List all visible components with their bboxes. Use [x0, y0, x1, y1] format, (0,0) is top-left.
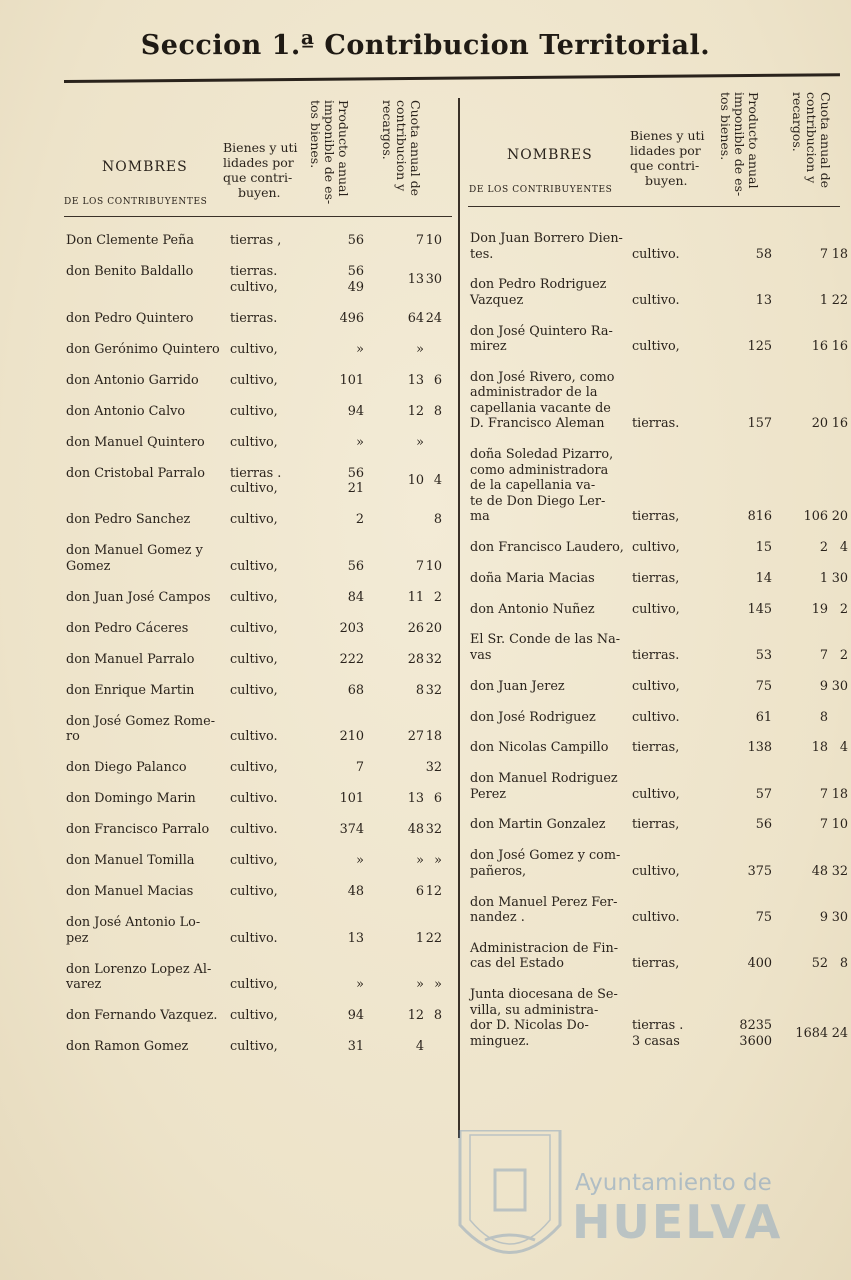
table-row: [66, 342, 454, 358]
table-row: [470, 369, 848, 432]
cuota-units: 9: [819, 678, 828, 694]
contributor-name: don Pedro Rodriguez: [470, 277, 607, 293]
contributor-name: don Juan Jerez: [470, 678, 565, 694]
producto-value: 56: [347, 264, 364, 279]
header-bienes-line: Bienes y uti: [223, 140, 298, 155]
bienes-value: cultivo.: [230, 729, 278, 744]
table-row: [66, 1008, 454, 1024]
table-row: [470, 740, 848, 756]
cuota-fraction: 22: [425, 930, 442, 946]
contributor-name: pañeros,: [470, 863, 527, 879]
contributor-name: don Gerónimo Quintero: [66, 341, 220, 357]
producto-value: 84: [347, 589, 364, 605]
producto-value: 145: [747, 601, 772, 617]
cuota-units: 7: [819, 246, 828, 262]
cuota-units: 7: [819, 647, 828, 663]
cuota-fraction: 24: [831, 1025, 848, 1041]
cuota-fraction: 10: [831, 817, 848, 833]
table-row: [470, 848, 848, 879]
cuota-units: 7: [819, 817, 828, 833]
contributor-name: don José Rodriguez: [470, 709, 596, 725]
contributor-name: don Fernando Vazquez.: [66, 1008, 218, 1023]
contributor-name: Perez: [470, 786, 507, 802]
bienes-value: cultivo,: [230, 760, 278, 775]
cuota-fraction: 32: [425, 760, 442, 775]
cuota-fraction: 10: [425, 558, 442, 574]
table-row: [470, 940, 848, 972]
table-row: [66, 543, 454, 574]
table-row: [470, 678, 848, 695]
table-row: [470, 632, 848, 663]
table-row: [66, 466, 454, 497]
cuota-units: 12: [407, 403, 424, 419]
producto-value: 2: [355, 512, 364, 527]
contributor-name: don José Gomez y com-: [470, 848, 621, 864]
cuota-fraction: 32: [425, 682, 442, 698]
bienes-value: cultivo,: [632, 863, 680, 879]
right-header-nombres: NOMBRES: [507, 147, 593, 163]
cuota-units: »: [416, 977, 424, 992]
contributor-name: minguez.: [470, 1033, 530, 1049]
contributor-name: don José Gomez Rome-: [66, 713, 216, 729]
page-title: Seccion 1.ª Contribucion Territorial.: [140, 30, 711, 61]
right-header-rule: [468, 206, 840, 207]
cuota-fraction: »: [434, 853, 442, 868]
cuota-units: 64: [407, 310, 424, 326]
header-bienes-line: buyen.: [238, 185, 281, 200]
cuota-fraction: 4: [433, 473, 442, 489]
right-header-de-los: DE LOS CONTRIBUYENTES: [469, 185, 613, 195]
table-row: [66, 264, 454, 295]
contributor-name: Junta diocesana de Se-: [470, 987, 618, 1003]
cuota-fraction: 8: [433, 512, 442, 527]
contributor-name: mirez: [470, 339, 507, 355]
bienes-value: cultivo,: [230, 481, 278, 496]
table-row: [470, 601, 848, 618]
table-row: [66, 683, 454, 699]
producto-value: 53: [755, 647, 772, 663]
contributor-name: D. Francisco Aleman: [470, 416, 605, 432]
header-bienes-line: Bienes y uti: [630, 128, 705, 143]
bienes-value: cultivo,: [230, 341, 278, 357]
bienes-value: cultivo.: [632, 910, 680, 925]
producto-value: 400: [747, 956, 772, 972]
bienes-value: cultivo.: [230, 930, 278, 946]
cuota-units: 48: [407, 822, 424, 837]
contributor-name: don Ramon Gomez: [66, 1039, 189, 1054]
bienes-value: cultivo,: [230, 403, 278, 419]
cuota-units: 16: [811, 339, 828, 355]
bienes-value: cultivo,: [632, 601, 680, 617]
contributor-name: don Cristobal Parralo: [66, 465, 205, 481]
table-row: [470, 323, 848, 355]
bienes-value: tierras,: [632, 509, 680, 525]
contributor-name: como administradora: [470, 462, 609, 478]
contributor-name: capellania vacante de: [470, 400, 611, 416]
producto-value: 157: [747, 416, 772, 432]
table-row: [66, 853, 454, 869]
bienes-value: tierras,: [632, 740, 680, 756]
contributor-name: don Enrique Martin: [66, 682, 195, 698]
table-row: [66, 404, 454, 420]
producto-value: 21: [347, 481, 364, 496]
bienes-value: cultivo,: [230, 884, 278, 899]
table-row: [66, 512, 454, 528]
cuota-fraction: 8: [433, 403, 442, 419]
contributor-name: de la capellania va-: [470, 478, 596, 494]
producto-value: 101: [339, 791, 364, 806]
left-header-cuota: Cuota anual de contribucion y recargos.: [380, 100, 423, 196]
cuota-fraction: 30: [831, 678, 848, 694]
cuota-units: 1684: [795, 1025, 828, 1041]
producto-value: 375: [747, 863, 772, 879]
cuota-units: 106: [803, 509, 828, 525]
cuota-units: 11: [407, 589, 424, 605]
cuota-units: 7: [415, 558, 424, 574]
cuota-fraction: 18: [831, 786, 848, 802]
table-row: [66, 373, 454, 389]
contributor-name: don Manuel Tomilla: [66, 853, 195, 868]
contributor-name: don Nicolas Campillo: [470, 740, 609, 756]
bienes-value: cultivo.: [632, 292, 680, 308]
left-header-producto: Producto anual imponible de es-tos bienes.: [308, 100, 351, 205]
contributor-name: don José Antonio Lo-: [66, 915, 201, 930]
cuota-units: 9: [819, 910, 828, 925]
contributor-name: don Benito Baldallo: [66, 264, 194, 279]
bienes-value: cultivo,: [230, 589, 278, 605]
cuota-units: 1: [819, 570, 828, 586]
cuota-fraction: 30: [831, 570, 848, 586]
cuota-units: 13: [407, 271, 424, 287]
cuota-units: 48: [811, 863, 828, 879]
table-row: [66, 590, 454, 606]
contributor-name: don Diego Palanco: [66, 760, 187, 775]
producto-value: 222: [339, 651, 364, 667]
right-header-producto: Producto anual imponible de es-tos bienes.: [718, 92, 761, 197]
table-row: [470, 987, 848, 1049]
contributor-name: don Manuel Macias: [66, 884, 194, 899]
contributor-name: don Juan José Campos: [66, 589, 211, 605]
cuota-fraction: 30: [425, 271, 442, 287]
table-row: [470, 894, 848, 926]
bienes-value: cultivo,: [632, 786, 680, 802]
table-row: [66, 1039, 454, 1055]
cuota-units: 18: [811, 740, 828, 756]
bienes-value: tierras.: [632, 647, 680, 663]
contributor-name: Don Juan Borrero Dien-: [470, 231, 623, 246]
cuota-fraction: 16: [831, 416, 848, 432]
contributor-name: tes.: [470, 246, 494, 262]
producto-value: 101: [339, 372, 364, 388]
contributor-name: ma: [470, 509, 490, 525]
bienes-value: 3 casas: [632, 1033, 680, 1049]
producto-value: 56: [755, 817, 772, 833]
left-header-de-los: DE LOS CONTRIBUYENTES: [64, 197, 208, 207]
right-header-bienes: [630, 128, 705, 188]
cuota-fraction: 4: [839, 740, 848, 756]
cuota-fraction: 16: [831, 339, 848, 355]
producto-value: 57: [755, 786, 772, 802]
bienes-value: cultivo,: [230, 1039, 278, 1054]
cuota-units: 8: [415, 682, 424, 698]
cuota-fraction: 2: [839, 647, 848, 663]
producto-value: 68: [347, 682, 364, 698]
bienes-value: tierras,: [632, 956, 680, 972]
producto-value: 15: [755, 540, 772, 555]
producto-value: 75: [755, 910, 772, 925]
left-header-bienes: [223, 140, 298, 200]
contributor-name: don Antonio Calvo: [66, 403, 186, 419]
cuota-fraction: 32: [831, 863, 848, 879]
producto-value: 8235: [739, 1018, 772, 1034]
contributor-name: don Antonio Garrido: [66, 372, 199, 388]
contributor-name: nandez .: [470, 910, 525, 925]
table-row: [66, 822, 454, 838]
table-row: [66, 652, 454, 668]
bienes-value: cultivo.: [230, 791, 278, 806]
contributor-name: villa, su administra-: [470, 1002, 599, 1018]
table-row: [66, 435, 454, 451]
contributor-name: don Manuel Gomez y: [66, 543, 203, 558]
producto-value: »: [356, 977, 364, 992]
bienes-value: cultivo,: [230, 682, 278, 698]
header-bienes-line: que contri-: [630, 158, 700, 173]
column-divider: [458, 98, 460, 1138]
cuota-units: 13: [407, 791, 424, 806]
producto-value: 94: [347, 403, 364, 419]
header-bienes-line: buyen.: [645, 173, 688, 188]
cuota-fraction: 6: [433, 372, 442, 388]
producto-value: 203: [339, 620, 364, 636]
cuota-fraction: 30: [831, 910, 848, 925]
producto-value: 14: [755, 570, 772, 586]
bienes-value: tierras,: [632, 570, 680, 586]
bienes-value: cultivo,: [230, 434, 278, 450]
table-row: [66, 962, 454, 993]
cuota-units: 7: [819, 786, 828, 802]
table-row: [66, 621, 454, 637]
table-row: [470, 231, 848, 262]
contributor-name: cas del Estado: [470, 956, 564, 972]
table-row: [470, 540, 848, 556]
producto-value: 56: [347, 558, 364, 574]
contributor-name: Gomez: [66, 558, 111, 574]
cuota-fraction: 10: [425, 233, 442, 248]
contributor-name: varez: [66, 977, 102, 992]
bienes-value: tierras .: [230, 465, 282, 481]
contributor-name: don Manuel Perez Fer-: [470, 894, 618, 910]
bienes-value: tierras,: [632, 817, 680, 833]
cuota-units: 1: [819, 292, 828, 308]
contributor-name: don José Quintero Ra-: [470, 323, 613, 339]
cuota-fraction: »: [434, 977, 442, 992]
bienes-value: cultivo,: [230, 651, 278, 667]
bienes-value: tierras.: [632, 416, 680, 432]
bienes-value: tierras ,: [230, 233, 282, 248]
producto-value: »: [356, 853, 364, 868]
producto-value: 58: [755, 246, 772, 262]
cuota-units: »: [416, 853, 424, 868]
contributor-name: don Pedro Quintero: [66, 310, 194, 326]
cuota-units: 19: [811, 601, 828, 617]
contributor-name: don Francisco Laudero,: [470, 540, 624, 555]
bienes-value: cultivo.: [230, 822, 278, 837]
left-header-rule: [64, 216, 452, 217]
bienes-value: cultivo,: [230, 620, 278, 636]
cuota-fraction: 24: [425, 310, 442, 326]
contributor-name: Vazquez: [470, 292, 524, 308]
cuota-fraction: 2: [433, 589, 442, 605]
producto-value: 138: [747, 740, 772, 756]
producto-value: 496: [339, 310, 364, 326]
cuota-fraction: 18: [831, 246, 848, 262]
contributor-name: don Martin Gonzalez: [470, 817, 606, 833]
bienes-value: cultivo,: [632, 678, 680, 694]
producto-value: 48: [347, 884, 364, 899]
table-row: [66, 714, 454, 745]
table-row: [66, 791, 454, 807]
cuota-units: 20: [811, 416, 828, 432]
cuota-fraction: 6: [433, 791, 442, 806]
cuota-units: 28: [407, 651, 424, 667]
contributor-name: dor D. Nicolas Do-: [470, 1018, 589, 1034]
contributor-name: don Pedro Cáceres: [66, 620, 189, 636]
bienes-value: cultivo.: [632, 246, 680, 262]
table-row: [470, 710, 842, 726]
watermark-line2: HUELVA: [572, 1195, 783, 1249]
cuota-fraction: 4: [839, 540, 848, 555]
cuota-fraction: 2: [839, 601, 848, 617]
contributor-name: don José Rivero, como: [470, 369, 615, 385]
contributor-name: El Sr. Conde de las Na-: [470, 632, 621, 648]
contributor-name: te de Don Diego Ler-: [470, 493, 606, 509]
bienes-value: cultivo,: [230, 1008, 278, 1023]
producto-value: 49: [347, 279, 364, 295]
producto-value: 3600: [739, 1033, 772, 1049]
left-header-nombres: NOMBRES: [102, 159, 188, 175]
cuota-units: 27: [407, 729, 424, 744]
contributor-name: don Manuel Quintero: [66, 434, 205, 450]
cuota-units: 10: [407, 473, 424, 489]
producto-value: 13: [347, 930, 364, 946]
cuota-fraction: 20: [425, 620, 442, 636]
cuota-fraction: 32: [425, 822, 442, 837]
contributor-name: Administracion de Fin-: [470, 940, 619, 956]
contributor-name: administrador de la: [470, 385, 598, 401]
cuota-fraction: 12: [425, 884, 442, 899]
producto-value: 56: [347, 465, 364, 481]
contributor-name: pez: [66, 930, 89, 946]
contributor-name: Don Clemente Peña: [66, 233, 194, 248]
table-row: [66, 884, 454, 900]
contributor-name: don Manuel Parralo: [66, 651, 195, 667]
cuota-units: 12: [407, 1008, 424, 1023]
bienes-value: cultivo,: [230, 512, 278, 527]
cuota-units: »: [416, 341, 424, 357]
cuota-fraction: 18: [425, 729, 442, 744]
contributor-name: don Domingo Marin: [66, 791, 196, 806]
contributor-name: vas: [470, 647, 492, 663]
contributor-name: don Antonio Nuñez: [470, 601, 595, 617]
bienes-value: cultivo.: [632, 709, 680, 725]
table-row: [470, 447, 848, 525]
table-row: [470, 277, 848, 308]
contributor-name: don Manuel Rodriguez: [470, 771, 618, 787]
bienes-value: cultivo,: [230, 977, 278, 992]
cuota-units: 26: [407, 620, 424, 636]
producto-value: 374: [339, 822, 364, 837]
contributor-name: ro: [66, 729, 80, 744]
producto-value: 13: [755, 292, 772, 308]
cuota-units: 52: [811, 956, 828, 972]
producto-value: 816: [747, 509, 772, 525]
table-row: [470, 570, 848, 587]
contributor-name: doña Soledad Pizarro,: [470, 447, 614, 463]
contributor-name: doña Maria Macias: [470, 570, 595, 586]
cuota-units: 8: [819, 709, 828, 725]
cuota-fraction: 32: [425, 651, 442, 667]
contributor-name: don Pedro Sanchez: [66, 512, 191, 527]
bienes-value: cultivo,: [230, 853, 278, 868]
producto-value: 125: [747, 339, 772, 355]
watermark-line1: Ayuntamiento de: [575, 1170, 772, 1196]
table-row: [66, 760, 454, 776]
producto-value: »: [356, 434, 364, 450]
right-header-cuota: Cuota anual de contribucion y recargos.: [790, 92, 833, 188]
cuota-fraction: 22: [831, 292, 848, 308]
table-row: [470, 817, 848, 833]
cuota-fraction: 20: [831, 509, 848, 525]
header-bienes-line: lidades por: [223, 155, 294, 170]
bienes-value: cultivo,: [632, 540, 680, 555]
producto-value: »: [356, 341, 364, 357]
table-row: [66, 233, 454, 249]
cuota-units: 13: [407, 372, 424, 388]
producto-value: 210: [339, 729, 364, 744]
bienes-value: cultivo,: [230, 372, 278, 388]
cuota-fraction: 8: [433, 1008, 442, 1023]
contributor-name: don Francisco Parralo: [66, 822, 210, 837]
bienes-value: cultivo,: [230, 279, 278, 295]
header-bienes-line: lidades por: [630, 143, 701, 158]
bienes-value: tierras.: [230, 310, 278, 326]
producto-value: 75: [755, 678, 772, 694]
cuota-units: 7: [415, 233, 424, 248]
table-row: [66, 915, 454, 946]
cuota-units: 1: [415, 930, 424, 946]
cuota-units: 2: [819, 540, 828, 555]
cuota-units: »: [416, 434, 424, 450]
header-bienes-line: que contri-: [223, 170, 293, 185]
cuota-units: 4: [415, 1039, 424, 1054]
table-row: [66, 311, 454, 327]
title-rule: [64, 73, 840, 83]
contributor-name: don Lorenzo Lopez Al-: [66, 961, 212, 977]
bienes-value: tierras.: [230, 264, 278, 279]
producto-value: 31: [347, 1039, 364, 1054]
producto-value: 56: [347, 233, 364, 248]
cuota-units: 6: [415, 884, 424, 899]
bienes-value: cultivo,: [230, 558, 278, 574]
producto-value: 94: [347, 1008, 364, 1023]
bienes-value: tierras .: [632, 1018, 684, 1034]
cuota-fraction: 8: [839, 956, 848, 972]
producto-value: 61: [755, 709, 772, 725]
table-row: [470, 771, 848, 802]
producto-value: 7: [355, 760, 364, 775]
bienes-value: cultivo,: [632, 339, 680, 355]
